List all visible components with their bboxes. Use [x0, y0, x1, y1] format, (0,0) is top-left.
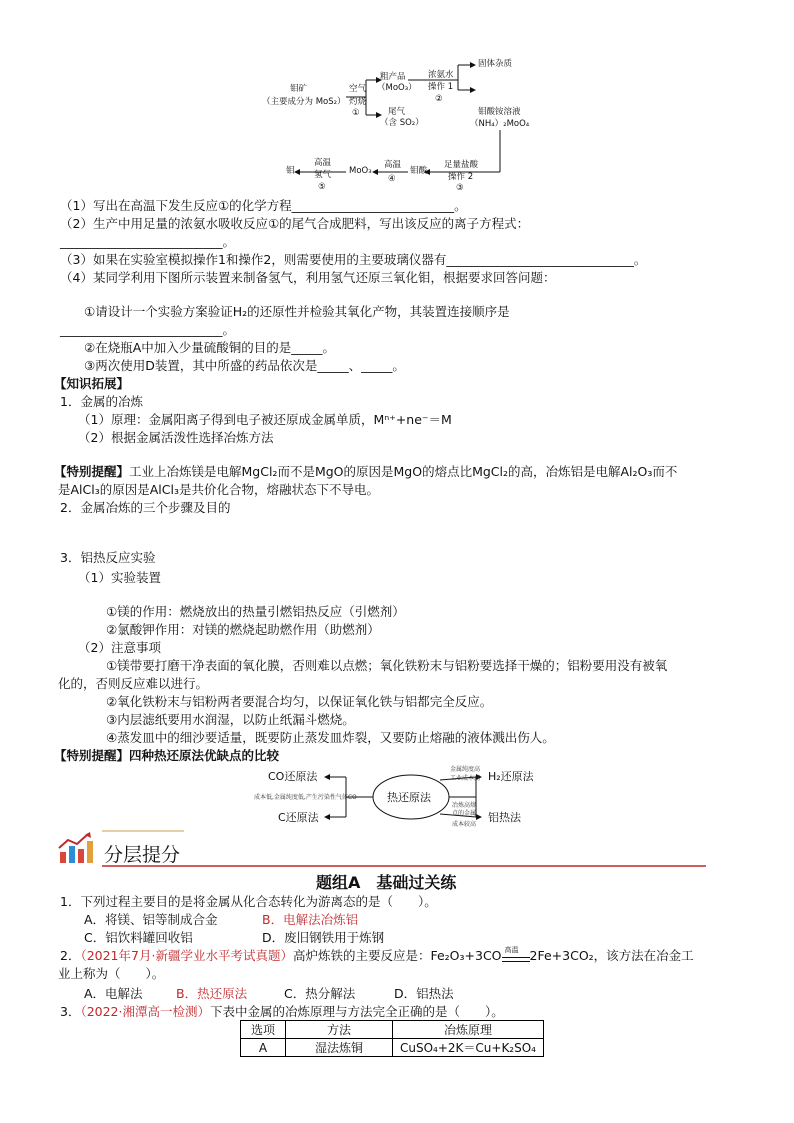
knowledge-1-principle: （1）原理：金属阳离子得到电子被还原成金属单质，Mⁿ⁺+ne⁻＝M	[78, 412, 452, 427]
flow-air-label: 空气	[349, 84, 367, 94]
flow-step4-label: ④	[388, 174, 396, 184]
flow-step3-label: ③	[456, 183, 464, 193]
compare-al-note-1: 冶炼高熔	[452, 802, 477, 809]
exercise-2	[60, 945, 694, 964]
compare-co-note: 成本低,金属纯度低,产生污染性气体CO	[254, 794, 357, 801]
table-header: 冶炼原理	[393, 1021, 544, 1039]
flow-op1-label: 操作 1	[428, 82, 454, 92]
exercise-2-option-d: D．铝热法	[394, 986, 454, 1001]
exercise-1-option-a: A．将镁、铝等制成合金	[84, 912, 218, 927]
question-1: （1）写出在高温下发生反应①的化学方程__________________________。	[60, 198, 467, 213]
question-2-blank: __________________________。	[60, 234, 236, 249]
knowledge-3-setup: （1）实验装置	[78, 570, 161, 585]
knowledge-3-note-2: ②氧化铁粉末与铝粉两者要混合均匀，以保证氧化铁与铝都完全反应。	[106, 694, 493, 709]
question-4-part-3: ③两次使用D装置，其中所盛的药品依次是_____、_____。	[84, 358, 405, 373]
exercise-2-source: （2021年7月·新疆学业水平考试真题）	[80, 948, 293, 963]
special-remind-1-cont: 是AlCl₃的原因是AlCl₃是共价化合物，熔融状态下不导电。	[58, 482, 379, 497]
flow-high-temp-4: 高温	[384, 160, 402, 170]
flow-ammonium-molybdate: 钼酸铵溶液	[478, 107, 521, 117]
knowledge-3-note-1: ①镁带要打磨干净表面的氧化膜，否则难以点燃；氧化铁粉末与铝粉要选择干燥的；铝粉要用没有被氧	[106, 658, 668, 673]
compare-al-method: 铝热法	[488, 811, 521, 824]
exercise-1-option-c: C．铝饮料罐回收铝	[84, 930, 193, 945]
bar-chart-icon	[56, 832, 96, 864]
exercise-2-body: 高炉炼铁的主要反应是：Fe₂O₃+3CO	[292, 948, 502, 963]
flow-ammonia-label: 浓氨水	[428, 70, 454, 80]
reaction-equals-sign	[502, 957, 530, 962]
exercise-2-condition-text: 高温	[504, 945, 519, 954]
flow-roast-label: 灼烧	[349, 97, 367, 107]
question-2: （2）生产中用足量的浓氨水吸收反应①的尾气合成肥料，写出该反应的离子方程式：	[60, 216, 530, 231]
table-cell: A	[241, 1039, 286, 1057]
flow-op2-label: 操作 2	[448, 172, 474, 182]
flow-step1-label: ①	[352, 108, 360, 118]
flow-high-temp-5: 高温	[314, 158, 332, 168]
smelting-options-table	[240, 1020, 544, 1057]
knowledge-3-note-1-cont: 化的，否则反应难以进行。	[58, 676, 209, 691]
knowledge-heading: 【知识拓展】	[54, 376, 130, 391]
knowledge-3: 3．铝热反应实验	[60, 550, 156, 565]
flow-acid-label: 足量盐酸	[444, 160, 479, 170]
flow-ore-composition: （主要成分为 MoS₂）	[262, 97, 346, 107]
compare-h2-method: H₂还原法	[488, 770, 534, 783]
flow-step5-label: ⑤	[318, 182, 326, 192]
compare-h2-note-1: 金属纯度高	[450, 766, 481, 773]
knowledge-3-note-4: ④蒸发皿中的细沙要适量，既要防止蒸发皿炸裂，又要防止熔融的液体溅出伤人。	[106, 730, 555, 745]
question-4-part-2: ②在烧瓶A中加入少量硫酸铜的目的是_____。	[84, 340, 336, 355]
table-header: 选项	[241, 1021, 286, 1039]
flow-hydrogen: 氢气	[314, 170, 332, 180]
knowledge-3-kclo3: ②氯酸钾作用：对镁的燃烧起助燃作用（助燃剂）	[106, 622, 380, 637]
exercise-2-cont: 业上称为（ ）。	[58, 966, 165, 981]
exercise-2-body-cont: 2Fe+3CO₂，该方法在冶金工	[529, 948, 694, 963]
exercise-2-option-b: B．热还原法	[176, 986, 248, 1001]
compare-h2-note-2: 工业成本高	[450, 775, 481, 782]
table-header-row	[241, 1021, 544, 1039]
table-cell: 湿法炼铜	[286, 1039, 393, 1057]
flow-tail-gas-formula: （含 SO₂）	[380, 118, 424, 128]
flow-moo3: MoO₃	[349, 166, 372, 176]
flow-molybdic-acid: 钼酸	[410, 166, 428, 176]
section-title: 分层提分	[104, 844, 181, 866]
exercise-3-body: 下表中金属的冶炼原理与方法完全正确的是（ ）。	[210, 1004, 504, 1019]
compare-c-method: C还原法	[278, 811, 319, 824]
flow-crude-label: 粗产品	[380, 72, 406, 82]
special-remind-1-text: 工业上冶炼镁是电解MgCl₂而不是MgO的原因是MgO的熔点比MgCl₂的高，冶炼铝是电解Al₂O₃而不	[129, 464, 678, 479]
flow-tail-gas-label: 尾气	[388, 107, 406, 117]
flow-molybdenum: 钼	[286, 166, 295, 176]
knowledge-3-note-3: ③内层滤纸要用水润湿，以防止纸漏斗燃烧。	[106, 712, 355, 727]
exercise-2-option-c: C．热分解法	[284, 986, 356, 1001]
question-4-part-1-blank: __________________________。	[60, 322, 236, 337]
exercise-3-number: 3．	[60, 1004, 81, 1019]
question-3: （3）如果在实验室模拟操作1和操作2，则需要使用的主要玻璃仪器有______________________________。	[60, 252, 647, 267]
compare-center: 热还原法	[387, 791, 431, 804]
group-title: 题组A 基础过关练	[316, 873, 457, 892]
exercise-2-option-a: A．电解法	[84, 986, 143, 1001]
special-remind-2-text: 四种热还原法优缺点的比较	[129, 748, 280, 763]
flow-solid-impurity: 固体杂质	[478, 59, 513, 69]
knowledge-2: 2．金属冶炼的三个步骤及目的	[60, 500, 231, 515]
compare-co-method: CO还原法	[268, 770, 318, 783]
exercise-1: 1．下列过程主要目的是将金属从化合态转化为游离态的是（ ）。	[60, 894, 437, 909]
exercise-2-condition	[502, 945, 530, 964]
knowledge-1: 1．金属的冶炼	[60, 394, 143, 409]
table-cell: CuSO₄+2K＝Cu+K₂SO₄	[393, 1039, 544, 1057]
special-remind-1-tag: 【特别提醒】	[54, 464, 130, 479]
table-header: 方法	[286, 1021, 393, 1039]
compare-al-note-3: 成本较高	[452, 821, 477, 828]
exercise-1-option-d: D．废旧钢铁用于炼钢	[262, 930, 385, 945]
question-4: （4）某同学利用下图所示装置来制备氢气，利用氢气还原三氧化钼，根据要求回答问题：	[60, 270, 556, 285]
exercise-3	[60, 1004, 504, 1020]
question-4-part-1: ①请设计一个实验方案验证H₂的还原性并检验其氧化产物，其装置连接顺序是	[84, 304, 510, 319]
table-row	[241, 1039, 544, 1057]
compare-al-note-2: 点的金属	[452, 810, 477, 817]
exercise-2-number: 2．	[60, 948, 81, 963]
exercise-3-source: （2022·湘潭高一检测）	[80, 1004, 210, 1019]
knowledge-1-method: （2）根据金属活泼性选择冶炼方法	[78, 430, 274, 445]
flow-ammonium-formula: （NH₄）₂MoO₄	[470, 119, 530, 129]
exercise-1-option-b: B．电解法冶炼铝	[262, 912, 359, 927]
flow-ore-label: 钼矿	[290, 84, 308, 94]
special-remind-2-tag: 【特别提醒】	[54, 748, 130, 763]
knowledge-3-mg: ①镁的作用：燃烧放出的热量引燃铝热反应（引燃剂）	[106, 604, 405, 619]
flow-crude-formula: （MoO₃）	[377, 83, 417, 93]
knowledge-3-notes: （2）注意事项	[78, 640, 161, 655]
flow-step2-label: ②	[435, 94, 443, 104]
